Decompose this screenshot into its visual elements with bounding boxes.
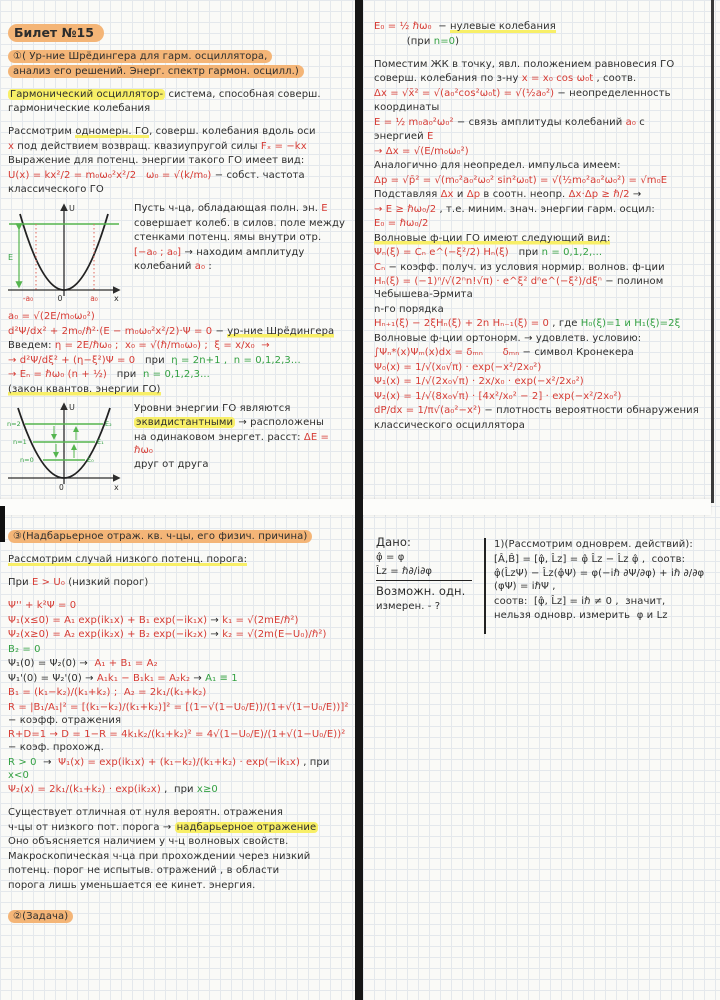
text-segment: Пусть ч-ца, обладающая полн. эн. [134,203,322,214]
text-line [8,88,350,101]
text-segment: − связь амплитуды колебаний [453,116,626,128]
text-line [8,79,350,86]
text-segment: − собст. частота [211,169,305,181]
text-segment: A₁k₁ − B₁k₁ = A₂k₂ [96,672,191,684]
text-line [374,303,710,316]
problem-block [376,536,714,634]
text-segment: Δx [440,189,454,200]
potential-well-row [8,198,350,306]
text-line [8,368,350,381]
text-segment: − неопределенность [554,87,671,99]
text-segment: φ̂ = φ [376,551,405,563]
n2-label: n=2 [7,419,21,428]
text-segment: − полином Чебышева-Эрмита [374,276,667,300]
text-segment: Fₓ = −kx [260,140,307,152]
text-line [8,657,350,670]
text-segment: Рассмотрим случай низкого потенц. порога: [8,554,248,565]
text-segment: одномерн. ГО [75,126,150,137]
text-line [8,50,350,63]
text-segment: Ψ₁(x) = 1/√(2x₀√π) · 2x/x₀ · exp(−x²/2x₀²) [374,376,584,387]
text-segment: ч-цы от низкого пот. порога → [8,821,175,833]
text-segment [483,347,503,358]
text-segment: k₂ = √(2m(E−U₀)/ℏ²) [222,629,327,640]
text-segment: → расположены [235,417,324,428]
text-line [494,553,714,566]
text-segment: классического осциллятора [374,419,525,431]
text-segment: a₀ [625,116,636,128]
text-line [8,65,350,78]
text-segment: (при [374,35,434,47]
right-amp-label: a₀ [90,294,98,303]
text-line [8,902,350,909]
text-line [374,390,710,403]
text-segment: под действием возвращ. квазиупругой силы [14,140,261,152]
text-line [8,154,350,167]
text-segment: k₁ = √(2mE/ℏ²) [222,614,299,626]
text-segment: друг от друга [134,459,209,470]
text-line [8,850,350,863]
text-segment: − коэфф. получ. из условия нормир. волнов. ф-ции [385,261,665,273]
text-segment: R+D=1 → D = 1−R = 4k₁k₂/(k₁+k₂)² = 4√(1−U₀/E)/(1+√(1−U₀/E))² [8,729,346,740]
notes-block-reflection [8,530,350,923]
text-line [134,246,350,259]
text-segment: Ψ₂(x) = 1/√(8x₀√π) · [4x²/x₀² − 2] · exp(−x²/2x₀²) [374,390,622,402]
text-segment: → [207,614,223,626]
text-segment: гармонические колебания [8,103,151,114]
text-line [8,553,350,566]
text-segment: A₁ + B₁ = A₂ [94,658,158,669]
text-line [8,910,350,923]
text-segment: L̂z = ℏ∂/i∂φ [376,566,433,577]
text-segment: η = 2n+1 , n = 0,1,2,3... [171,354,301,366]
text-line [8,117,350,124]
text-segment: : [205,261,212,272]
text-line [494,567,714,593]
text-line [8,893,350,900]
text-segment: , т.е. миним. знач. энергии гарм. осцил: [436,203,655,215]
text-line [134,202,350,215]
text-line [134,458,350,471]
text-line [8,102,350,115]
notes-block-wavefunctions [374,20,710,432]
text-segment: H₀(ξ)=1 и H₁(ξ)=2ξ [580,318,681,329]
text-segment: классического ГО [8,184,104,195]
text-line [8,599,350,612]
text-line [8,383,350,396]
text-segment: Ψ₀(x) = 1/√(x₀√π) · exp(−x²/2x₀²) [374,361,542,373]
text-segment: порога лишь уменьшается ее кинет. энергия. [8,879,256,891]
text-segment: при [508,247,542,258]
text-segment: и [453,189,467,200]
text-line [8,643,350,656]
text-segment: E > U₀ [31,577,65,588]
text-line [374,58,710,71]
text-segment: соверш. колебания по з-ну [374,73,522,84]
text-line [8,125,350,138]
text-line [374,145,710,158]
page-bottom-left [0,520,354,990]
energy-levels-row [8,398,350,498]
text-line [374,188,710,201]
notes-block-schrodinger [8,310,350,396]
given-underline [376,580,472,581]
text-line [8,568,350,575]
page-edge-right [711,0,714,503]
text-line [374,261,710,274]
text-segment: , где [549,318,581,329]
text-line [8,140,350,153]
text-segment: Ψₙ(ξ) = Cₙ e^(−ξ²/2) Hₙ(ξ) [374,247,509,258]
text-segment: анализ его решений. Энерг. спектр гармон. осцилл.) [8,65,304,78]
text-segment: φ̂(L̂zΨ) − L̂z(φ̂Ψ) = φ(−iℏ ∂Ψ/∂φ) + iℏ ∂/∂φ (φΨ) = iℏΨ , [494,568,708,592]
text-segment: Δx = √x̄² = √(a₀²cos²ω₀t) = √(½a₀²) [374,87,555,99]
text-line [8,183,350,196]
text-line [374,375,710,388]
given-question [376,585,480,613]
text-segment: ω₀ = √(k/m₀) [146,169,212,181]
notes-block-amplitude [134,198,350,275]
text-line [134,260,350,273]
text-line [374,404,710,417]
text-segment: соотв: [φ̂, L̂z] = iℏ ≠ 0 , значит, [494,595,666,607]
u-axis-label: U [69,204,75,213]
text-segment: → находим амплитуду [181,246,305,258]
text-segment: Hₙ(ξ) = (−1)ⁿ/√(2ⁿn!√π) · e^ξ² dⁿe^(−ξ²)/dξⁿ [374,276,602,287]
text-segment: − символ Кронекера [519,347,634,358]
text-segment: a₀ [194,261,206,272]
text-segment: (низкий порог) [64,577,149,588]
text-segment: колебаний [134,261,195,272]
text-line [8,545,350,552]
text-line [374,20,710,33]
text-segment: Аналогично для неопредел. импульса имеем: [374,160,621,171]
text-segment: при [106,369,143,380]
text-segment: Существует отличная от нуля вероятн. отражения [8,807,284,818]
text-segment: ①( Ур-ние Шрёдингера для гарм. осциллятора, [8,50,272,63]
text-line [374,419,710,432]
text-segment: энергией [374,131,428,142]
text-segment: Гармонический осциллятор- [10,88,164,100]
text-segment: Δp [466,189,481,200]
text-segment: , при [160,784,197,795]
text-line [8,783,350,796]
text-line [374,72,710,85]
text-segment: в соотн. неопр. [480,189,569,200]
e2-label: E₂ [105,419,112,428]
text-segment: ΔE = ℏω₀ [134,431,333,456]
text-segment: ③(Надбарьерное отраж. кв. ч-цы, его физич. причина) [8,530,312,543]
text-line [8,798,350,805]
text-line [134,217,350,230]
text-line [494,595,714,608]
text-segment: ②(Задача) [8,910,73,923]
given-values [376,536,480,578]
text-segment: Волновые ф-ции ортонорм. → удовлетв. условию: [374,332,642,344]
text-segment: Выражение для потенц. энергии такого ГО имеет вид: [8,155,305,166]
text-line [8,728,350,754]
text-line [374,361,710,374]
text-segment: E [321,203,328,214]
text-line [374,346,710,359]
text-line [8,835,350,848]
text-segment: совершает колеб. в силов. поле между [134,217,346,229]
text-line [134,402,350,415]
text-line [8,325,350,338]
text-line [8,576,350,589]
text-line [374,246,710,259]
text-segment: при [135,354,172,366]
text-segment: надбарьерное отражение [176,821,317,833]
energy-label: E [8,253,14,262]
text-line [8,821,350,834]
text-line [8,701,350,727]
text-segment: x≥0 [196,784,218,795]
text-segment: x [8,140,15,152]
text-segment: , при [299,756,333,768]
text-line [376,551,480,564]
text-line [8,591,350,598]
text-segment: Cₙ [374,261,386,273]
potential-well-graph [6,198,126,306]
text-line [134,231,350,244]
text-segment: n-го порядка [374,303,444,315]
text-segment: Макроскопическая ч-ца при прохождении через низкий [8,850,311,862]
text-segment: Подставляя [374,189,441,200]
origin-label: 0 [59,482,64,492]
text-segment: [−a₀ ; a₀] [134,246,182,258]
text-line [374,116,710,129]
text-line [374,275,710,301]
text-segment: − плотность вероятности обнаружения [481,405,699,416]
text-segment: → [190,672,206,684]
text-segment: E [427,131,434,142]
text-line [376,565,480,578]
page-top-left [0,0,354,500]
text-segment: Hₙ₊₁(ξ) − 2ξHₙ(ξ) + 2n Hₙ₋₁(ξ) = 0 [374,318,550,329]
text-segment: Введем: [8,340,55,351]
text-segment: , соверш. колебания вдоль оси [149,126,316,137]
text-segment: Оно объясняется наличием у ч-ц волновых свойств. [8,836,289,847]
page-title: Билет №15 [8,24,104,42]
text-segment: n=0 [433,35,456,47]
text-line [374,174,710,187]
text-segment: потенц. порог не испытыв. отражений , в области [8,865,280,876]
text-segment: Ψ₁(0) = Ψ₂(0) → [8,658,95,669]
text-line [8,614,350,627]
text-segment: − [212,325,228,337]
text-line [8,686,350,699]
text-line [374,49,710,56]
text-segment: Волновые ф-ции ГО имеют следующий вид: [374,232,611,244]
text-segment: на одинаковом энергет. расст: [134,431,304,443]
text-segment: Ψ₁(x) = exp(ik₁x) + (k₁−k₂)/(k₁+k₂) · exp(−ik₁x) [58,756,300,768]
text-segment: U(x) = kx²/2 = m₀ω₀²x²/2 [8,169,137,181]
text-segment: a₀ = √(2E/m₀ω₀²) [8,311,95,322]
text-segment: → E ≥ ℏω₀/2 [374,203,437,215]
text-line [374,217,710,230]
page-top-right [366,0,712,498]
text-segment: При [8,577,32,588]
text-line [8,879,350,892]
text-segment: → [207,629,223,640]
text-line [374,130,710,143]
text-segment: − коэф. прохожд. [8,729,349,753]
text-segment: E₀ = ℏω₀/2 [374,218,429,229]
text-segment: E₀ = ½ ℏω₀ [374,21,432,32]
text-line [494,609,714,622]
text-segment: 1)(Рассмотрим одноврем. действий): [494,539,693,550]
text-segment: [Â,B̂] = [φ̂, L̂z] = φ̂ L̂z − L̂z φ̂ , соотв: [494,553,686,565]
energy-levels-graph [6,398,126,498]
text-segment: E = ½ m₀a₀²ω₀² [374,116,454,128]
text-segment: Ψ₂(x) = 2k₁/(k₁+k₂) · exp(ik₂x) [8,784,161,795]
text-segment: R > 0 [8,756,37,768]
notes-block-equidistant [134,398,350,473]
text-segment: n = 0,1,2,... [541,247,603,258]
text-line [376,536,480,549]
text-segment: B₁ = (k₁−k₂)/(k₁+k₂) ; A₂ = 2k₁/(k₁+k₂) [8,687,207,698]
text-segment: A₁ ≡ 1 [205,672,238,684]
text-segment: → Δx = √(E/m₀ω₀²) [374,145,469,157]
text-segment: Ψ₂(x≥0) = A₂ exp(ik₂x) + B₂ exp(−ik₂x) [8,629,208,640]
text-segment: η = 2E/ℏω₀ ; x₀ = √(ℏ/m₀ω₀) ; ξ = x/x₀ → [54,340,270,351]
text-segment: (закон квантов. энергии ГО) [8,383,161,395]
text-line [374,87,710,100]
n1-label: n=1 [13,437,27,446]
text-segment: ур-ние Шрёдингера [227,325,335,337]
text-segment: координаты [374,102,440,113]
text-segment: n = 0,1,2,3... [142,369,210,380]
text-line [8,169,350,182]
text-line [374,317,710,330]
text-segment: Δx·Δp ≥ ℏ/2 [568,189,630,200]
text-segment: нельзя одновр. измерить φ и Lz [494,610,668,621]
page-divider-vertical [355,0,363,1000]
text-line [8,339,350,352]
text-line [376,585,480,598]
text-line [374,232,710,245]
text-line [8,530,350,543]
text-line [8,672,350,685]
text-line [374,159,710,172]
text-line [8,310,350,323]
notes-block-intro [8,50,350,196]
text-segment: dP/dx = 1/π√(a₀²−x²) [374,405,482,416]
text-line [374,101,710,114]
text-line [494,538,714,551]
text-segment: Возможн. одн. [376,584,466,598]
text-segment: → [629,189,642,200]
page-bottom-right [366,520,716,990]
text-segment: Δp = √p̄² = √(m₀²a₀²ω₀² sin²ω₀t) = √(½m₀²a₀²ω₀²) = √m₀E [374,174,668,186]
left-amp-label: -a₀ [22,294,34,303]
u-axis-label: U [69,402,75,412]
text-line [374,35,710,48]
text-segment: нулевые колебания [449,21,556,32]
x-axis-label: x [114,482,119,492]
x-axis-label: x [114,294,119,303]
text-line [134,416,350,429]
text-segment: δₘₙ [502,347,520,358]
text-line [134,431,350,457]
text-line [8,628,350,641]
text-segment: B₂ = 0 [8,643,41,655]
e0-label: E₀ [87,455,94,464]
text-segment [136,170,146,181]
text-line [8,354,350,367]
text-segment: → Eₙ = ℏω₀ (n + ½) [8,369,107,380]
text-segment: эквидистантными [136,417,234,428]
text-segment: ∫Ψₙ*(x)Ψₘ(x)dx = δₘₙ [374,347,483,358]
text-line [374,332,710,345]
text-segment: измерен. - ? [376,600,441,612]
text-segment: − [431,21,450,32]
text-segment: Ψ₁(x≤0) = A₁ exp(ik₁x) + B₁ exp(−ik₁x) [8,614,208,626]
n0-label: n=0 [20,455,34,464]
text-segment: Рассмотрим [8,126,76,137]
text-segment: стенками потенц. ямы внутри отр. [134,232,322,243]
text-line [374,203,710,216]
text-segment: Поместим ЖК в точку, явл. положением равновесия ГО [374,58,675,70]
text-line [376,600,480,613]
e1-label: E₁ [97,437,104,446]
text-segment: Дано: [376,535,411,549]
text-segment: d²Ψ/dx² + 2m₀/ℏ²·(E − m₀ω₀²x²/2)·Ψ = 0 [8,325,213,337]
text-segment: → [36,756,59,768]
text-segment: Ψ'' + k²Ψ = 0 [8,600,77,611]
origin-label: 0 [57,294,63,303]
solution-block [494,536,714,624]
scan-artifact-left [0,506,5,542]
given-divider-vertical [484,538,486,634]
text-line [8,806,350,819]
text-segment: → d²Ψ/dξ² + (η−ξ²)Ψ = 0 [8,354,136,366]
text-segment: − коэфф. отражения [8,701,352,726]
text-segment: Уровни энергии ГО являются [134,402,291,414]
text-segment: , соотв. [593,73,637,84]
text-segment: x<0 [8,769,29,781]
text-segment: Ψ₁'(0) = Ψ₂'(0) → [8,672,97,684]
text-segment: x = x₀ cos ω₀t [521,73,594,84]
text-line [8,864,350,877]
text-line [8,756,350,782]
text-segment: с [635,116,645,128]
given-block [376,536,480,614]
text-segment: ) [455,35,460,47]
text-segment: система, способная соверш. [165,88,321,100]
text-segment: R = |B₁/A₁|² = [(k₁−k₂)/(k₁+k₂)]² = [(1−√(1−U₀/E))/(1+√(1−U₀/E))]² [8,701,349,713]
